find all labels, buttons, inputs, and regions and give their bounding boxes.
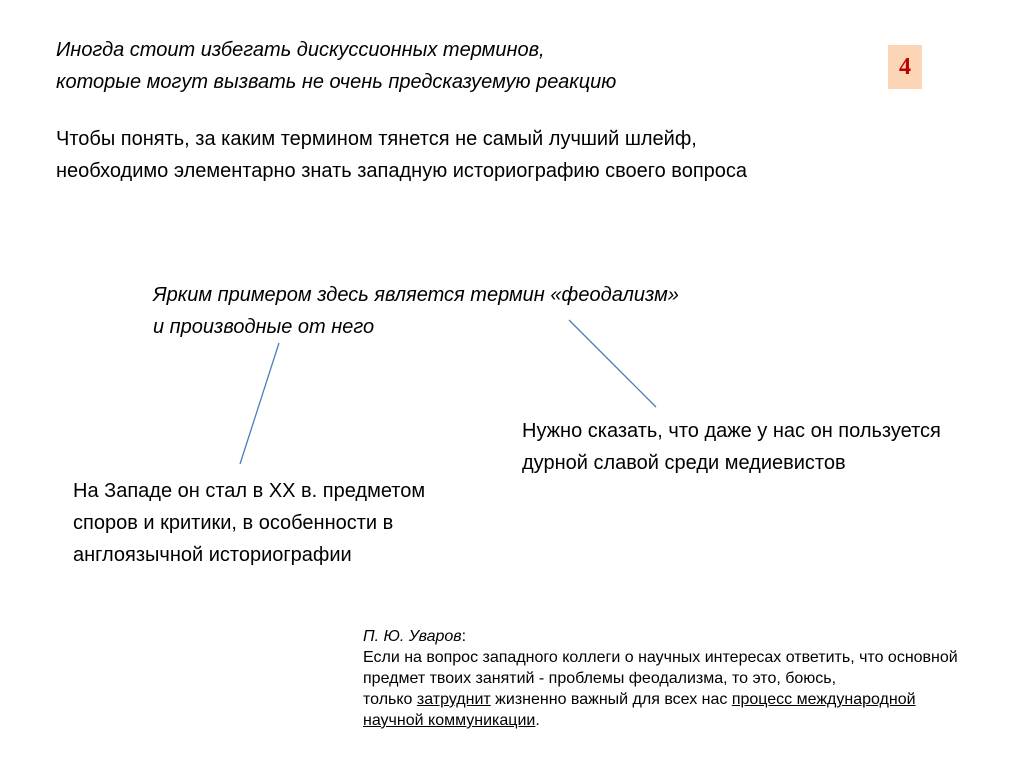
thesis-line: необходимо элементарно знать западную историографию своего вопроса <box>56 160 748 182</box>
west-text <box>73 475 425 571</box>
connector-line-reputation <box>569 320 656 407</box>
connector-line-west <box>240 343 279 464</box>
quote-text: . <box>535 712 540 729</box>
quote-author-line <box>363 626 958 647</box>
reputation-line: дурной славой среди медиевистов <box>522 452 846 474</box>
intro-line: Иногда стоит избегать дискуссионных терминов, <box>56 39 545 61</box>
quote-underlined-text: научной коммуникации <box>363 712 536 729</box>
west-line: англоязычной историографии <box>73 544 352 566</box>
west-line: На Западе он стал в XX в. предметом <box>73 480 426 502</box>
thesis-line: Чтобы понять, за каким термином тянется не самый лучший шлейф, <box>56 128 697 150</box>
reputation-text <box>522 415 941 479</box>
intro-line: которые могут вызвать не очень предсказуемую реакцию <box>56 71 617 93</box>
quote-line: Если на вопрос западного коллеги о научных интересах ответить, что основной <box>363 649 958 666</box>
quote-line <box>363 710 958 731</box>
page-number: 4 <box>899 53 911 80</box>
quote-underlined-text: затруднит <box>416 691 491 708</box>
quote-block <box>363 626 958 731</box>
example-line: Ярким примером здесь является термин «феодализм» <box>153 284 679 306</box>
quote-underlined-text: процесс международной <box>731 691 916 708</box>
quote-author-suffix: : <box>461 628 467 645</box>
quote-text: только <box>363 691 417 708</box>
quote-line: предмет твоих занятий - проблемы феодализма, то это, боюсь, <box>363 670 837 687</box>
example-line: и производные от него <box>153 316 375 338</box>
west-line: споров и критики, в особенности в <box>73 512 394 534</box>
quote-author: П. Ю. Уваров <box>363 628 462 645</box>
quote-text: жизненно важный для всех нас <box>490 691 732 708</box>
quote-line <box>363 689 958 710</box>
reputation-line: Нужно сказать, что даже у нас он пользуется <box>522 420 941 442</box>
